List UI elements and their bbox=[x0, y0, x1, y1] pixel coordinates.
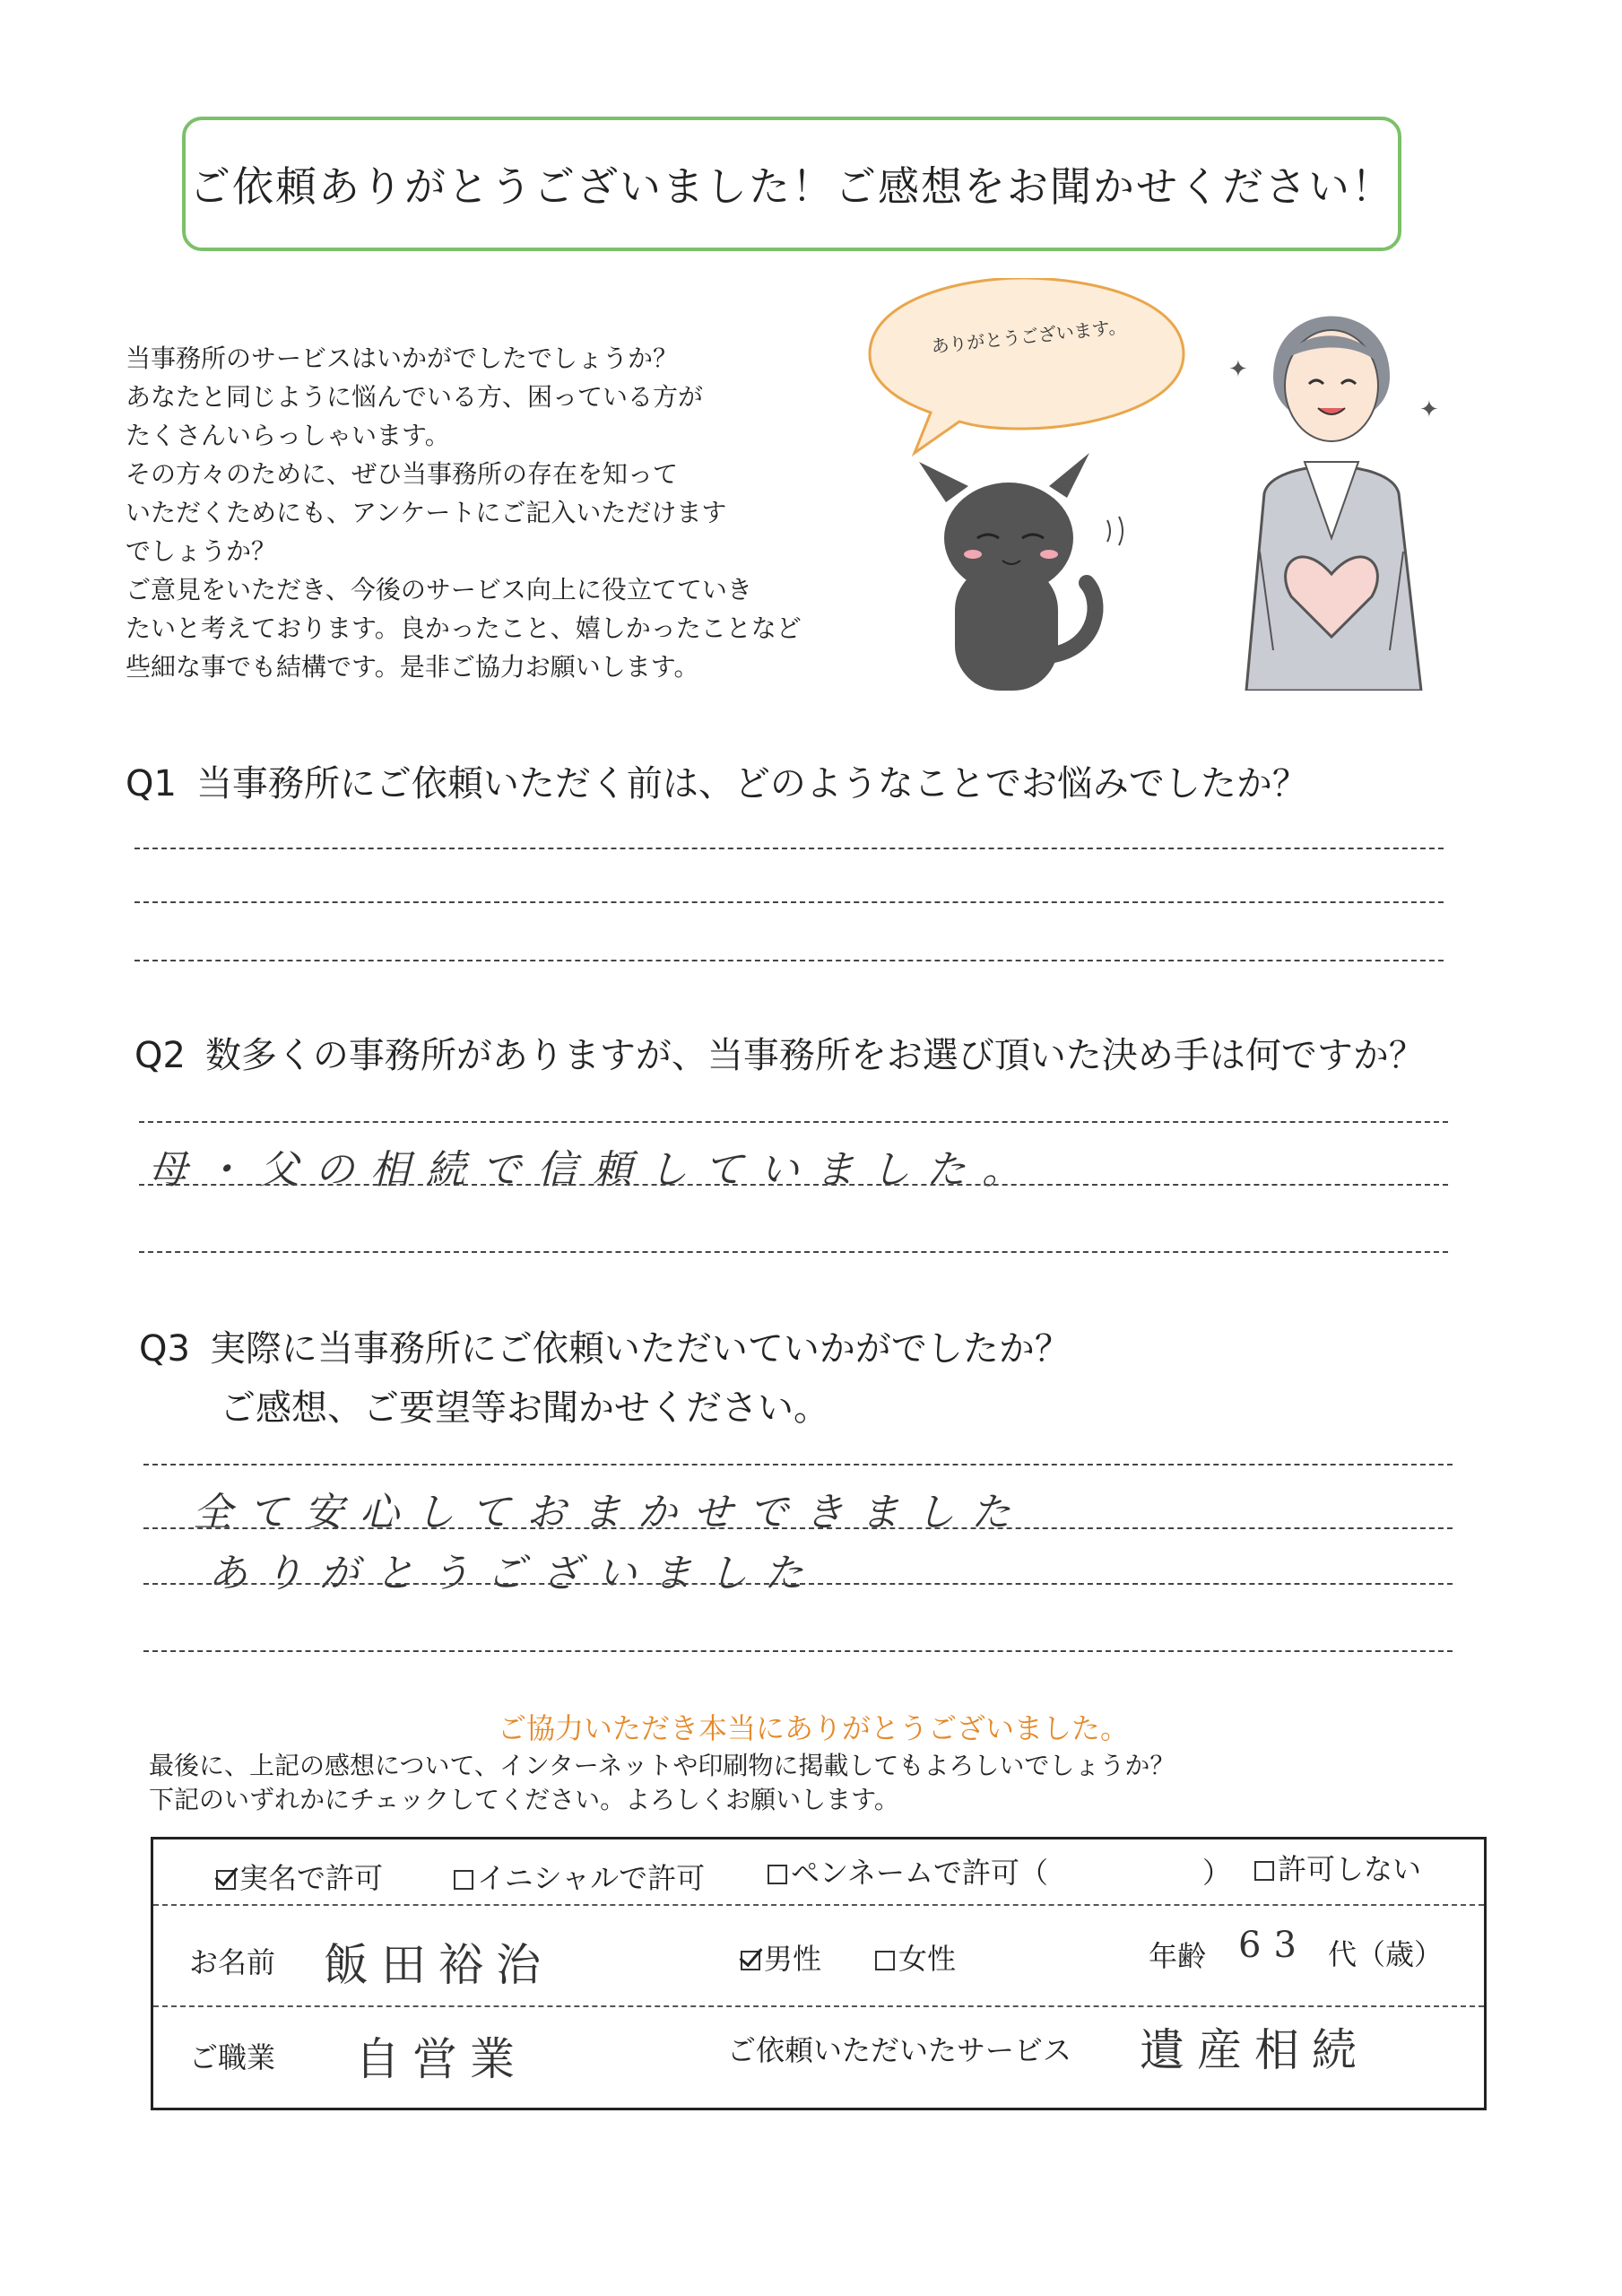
checkbox-icon[interactable] bbox=[1254, 1861, 1274, 1881]
consent-line: 下記のいずれかにチェックしてください。よろしくお願いします。 bbox=[149, 1785, 899, 1814]
question-3 bbox=[139, 1320, 1071, 1371]
woman-icon bbox=[1228, 317, 1439, 691]
option-label: 実名で許可 bbox=[239, 1861, 384, 1895]
checkbox-icon[interactable] bbox=[454, 1870, 473, 1890]
consent-form bbox=[151, 1837, 1487, 2110]
answer-line bbox=[134, 901, 1444, 903]
answer-handwriting: 全て安心しておまかせできました bbox=[193, 1490, 1027, 1535]
answer-line bbox=[134, 848, 1444, 849]
answer-line bbox=[139, 1251, 1448, 1253]
cat-icon bbox=[919, 453, 1123, 691]
intro-line: あなたと同じように悩んでいる方、困っている方が bbox=[126, 382, 704, 412]
job-label: ご職業 bbox=[189, 2040, 276, 2074]
option-label: 男性 bbox=[764, 1942, 822, 1976]
answer-line bbox=[139, 1121, 1448, 1123]
question-text: 実際に当事務所にご依頼いただいていかがでしたか？ bbox=[209, 1328, 1071, 1370]
question-text: 当事務所にご依頼いただく前は、どのようなことでお悩みでしたか？ bbox=[195, 763, 1308, 804]
intro-line: ご意見をいただき、今後のサービス向上に役立てていき bbox=[126, 575, 752, 604]
form-divider bbox=[153, 2005, 1484, 2007]
age-label: 年齢 bbox=[1149, 1939, 1207, 1973]
permission-deny[interactable] bbox=[1254, 1847, 1421, 1888]
job-value: 自営業 bbox=[355, 2033, 527, 2085]
intro-line: でしょうか？ bbox=[126, 536, 277, 566]
intro-line: たいと考えております。良かったこと、嬉しかったことなど bbox=[126, 613, 802, 643]
permission-real-name[interactable] bbox=[216, 1856, 383, 1897]
answer-line bbox=[143, 1583, 1453, 1585]
answer-line bbox=[139, 1184, 1448, 1186]
option-label: 許可しない bbox=[1278, 1852, 1422, 1886]
option-label: ペンネームで許可（ bbox=[791, 1856, 1049, 1890]
svg-text:✦: ✦ bbox=[1228, 356, 1248, 383]
intro-line: その方々のために、ぜひ当事務所の存在を知って bbox=[126, 459, 679, 489]
intro-line: 些細な事でも結構です。是非ご協力お願いします。 bbox=[126, 652, 699, 682]
question-number: Q3 bbox=[139, 1328, 190, 1370]
intro-line: いただくためにも、アンケートにご記入いただけます bbox=[126, 498, 727, 527]
question-2 bbox=[134, 1027, 1425, 1078]
question-number: Q1 bbox=[126, 763, 177, 804]
speech-bubble bbox=[870, 278, 1184, 453]
svg-text:✦: ✦ bbox=[1419, 396, 1439, 423]
illustration bbox=[852, 278, 1453, 691]
answer-line bbox=[143, 1650, 1453, 1652]
page-title: ご依頼ありがとうございました！ご感想をお聞かせください！ bbox=[182, 117, 1401, 251]
age-value: 63 bbox=[1238, 1925, 1309, 1966]
intro-line: 当事務所のサービスはいかがでしたでしょうか？ bbox=[126, 344, 679, 373]
question-1 bbox=[126, 755, 1308, 806]
question-number: Q2 bbox=[134, 1035, 186, 1076]
gender-male[interactable] bbox=[741, 1936, 821, 1978]
intro-line: たくさんいらっしゃいます。 bbox=[126, 421, 450, 450]
answer-line bbox=[143, 1464, 1453, 1465]
question-3-subtext: ご感想、ご要望等お聞かせください。 bbox=[220, 1387, 829, 1429]
name-value: 飯田裕治 bbox=[324, 1939, 553, 1991]
checkbox-checked-icon[interactable] bbox=[216, 1870, 236, 1890]
checkbox-icon[interactable] bbox=[875, 1951, 895, 1970]
consent-text bbox=[149, 1749, 1175, 1817]
gender-female[interactable] bbox=[875, 1936, 956, 1978]
checkbox-icon[interactable] bbox=[768, 1865, 787, 1884]
answer-handwriting: ありがとうございました bbox=[208, 1551, 820, 1596]
answer-handwriting: 母・父の相続で信頼していました。 bbox=[148, 1147, 1037, 1193]
penname-close-paren: ） bbox=[1202, 1856, 1232, 1890]
service-value: 遺産相続 bbox=[1140, 2024, 1369, 2076]
answer-line bbox=[143, 1527, 1453, 1529]
age-unit: 代（歳） bbox=[1328, 1937, 1444, 1971]
consent-line: 最後に、上記の感想について、インターネットや印刷物に掲載してもよろしいでしょうか？ bbox=[149, 1751, 1175, 1780]
intro-paragraph bbox=[126, 339, 861, 686]
service-label: ご依頼いただいたサービス bbox=[727, 2033, 1072, 2067]
name-label: お名前 bbox=[189, 1945, 276, 1979]
answer-line bbox=[134, 960, 1444, 961]
permission-penname[interactable] bbox=[768, 1850, 1048, 1892]
form-divider bbox=[153, 1904, 1484, 1906]
thanks-message: ご協力いただき本当にありがとうございました。 bbox=[498, 1711, 1130, 1745]
option-label: 女性 bbox=[898, 1942, 957, 1976]
bubble-text: ありがとうございます。 bbox=[930, 315, 1128, 358]
checkbox-checked-icon[interactable] bbox=[741, 1951, 760, 1970]
permission-initials[interactable] bbox=[454, 1856, 705, 1897]
question-text: 数多くの事務所がありますが、当事務所をお選び頂いた決め手は何ですか？ bbox=[204, 1035, 1425, 1076]
option-label: イニシャルで許可 bbox=[477, 1861, 706, 1895]
